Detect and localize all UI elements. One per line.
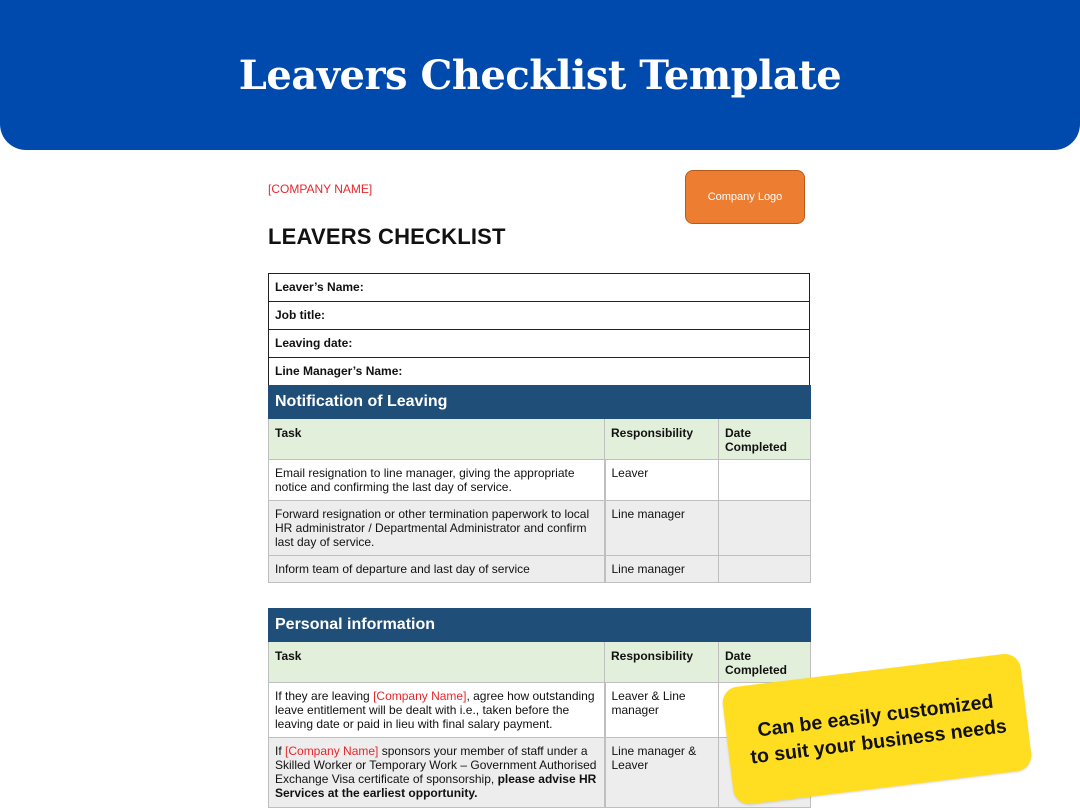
column-task: Task [269, 419, 605, 460]
task-cell: Forward resignation or other termination paperwork to local HR administrator / Departmental Administrator and confirm last day of service. [269, 501, 605, 556]
leaver-info-table [268, 273, 810, 386]
notification-of-leaving-table [268, 385, 811, 583]
task-text: If [275, 744, 286, 758]
task-text: If they are leaving [275, 689, 374, 703]
title-banner [0, 0, 1080, 150]
job-title-field[interactable]: Job title: [269, 302, 810, 330]
company-name-placeholder: [COMPANY NAME] [268, 182, 373, 196]
task-emphasis: please advise HR Services at the earliest opportunity. [275, 772, 597, 800]
task-text: sponsors your member of staff under a Skilled Worker or Temporary Work – Government Authorised Exchange Visa certificate of sponsorship, [275, 744, 597, 786]
table-row [269, 501, 811, 556]
info-row [269, 274, 810, 302]
column-header-row [269, 642, 811, 683]
info-row [269, 358, 810, 386]
responsibility-cell: Leaver [605, 460, 719, 501]
leaving-date-field[interactable]: Leaving date: [269, 330, 810, 358]
column-date-completed: Date Completed [719, 419, 811, 460]
company-name-placeholder-inline: [Company Name] [285, 744, 379, 758]
column-responsibility: Responsibility [605, 419, 719, 460]
column-header-row [269, 419, 811, 460]
responsibility-cell: Line manager [605, 501, 719, 556]
date-completed-cell[interactable] [719, 460, 811, 501]
responsibility-cell: Leaver & Line manager [605, 683, 719, 738]
company-name-placeholder-inline: [Company Name] [373, 689, 467, 703]
task-text: , agree how outstanding leave entitlement will be dealt with i.e., taken before the leaving date or paid in lieu with final salary payment. [275, 689, 595, 731]
section-header [269, 386, 811, 419]
leaver-name-field[interactable]: Leaver’s Name: [269, 274, 810, 302]
task-cell [269, 738, 605, 808]
column-responsibility: Responsibility [605, 642, 719, 683]
responsibility-cell: Line manager & Leaver [605, 738, 719, 808]
line-manager-name-field[interactable]: Line Manager’s Name: [269, 358, 810, 386]
task-cell: Inform team of departure and last day of service [269, 556, 605, 583]
task-cell: Email resignation to line manager, giving the appropriate notice and confirming the last day of service. [269, 460, 605, 501]
responsibility-cell: Line manager [605, 556, 719, 583]
section-header [269, 609, 811, 642]
date-completed-cell[interactable] [719, 501, 811, 556]
company-logo-placeholder [685, 170, 805, 224]
task-cell [269, 683, 605, 738]
section-heading: Personal information [269, 609, 811, 642]
date-completed-cell[interactable] [719, 556, 811, 583]
section-heading: Notification of Leaving [269, 386, 811, 419]
company-logo-label: Company Logo [707, 191, 783, 203]
info-row [269, 330, 810, 358]
sticker-text: Can be easily customized to suit your business needs [749, 690, 1008, 769]
table-row [269, 556, 811, 583]
column-task: Task [269, 642, 605, 683]
document-title: LEAVERS CHECKLIST [268, 224, 506, 249]
column-date-completed: Date Completed [719, 642, 811, 683]
info-row [269, 302, 810, 330]
table-row [269, 460, 811, 501]
banner-title: Leavers Checklist Template [238, 52, 842, 99]
